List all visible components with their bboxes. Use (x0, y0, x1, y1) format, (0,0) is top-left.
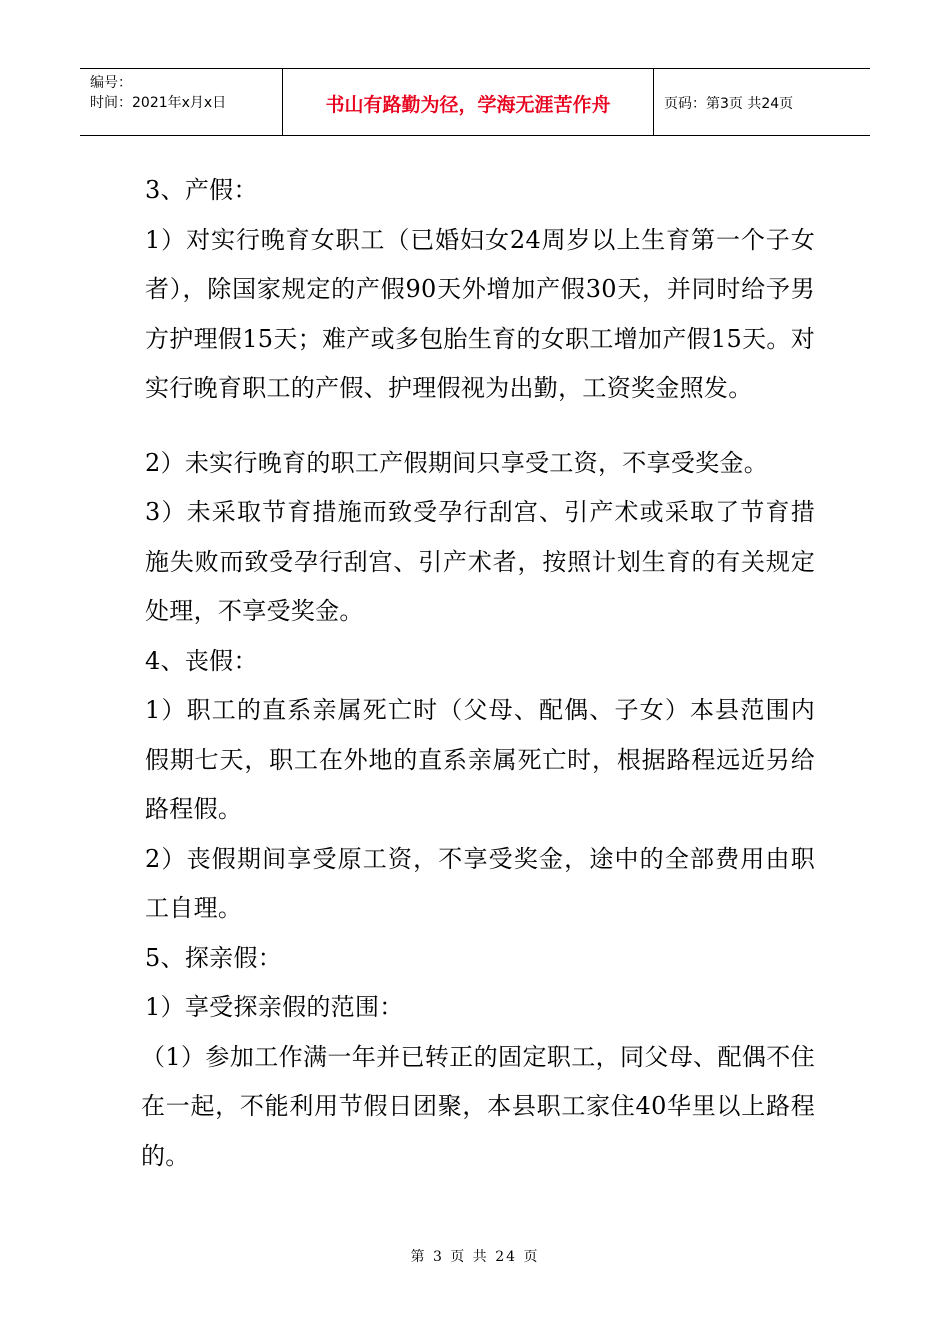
paragraph: 1）职工的直系亲属死亡时（父母、配偶、子女）本县范围内假期七天，职工在外地的直系亲属死亡时，根据路程远近另给路程假。 (145, 696, 815, 823)
serial-number-label: 编号： (90, 75, 132, 91)
document-body (141, 166, 815, 1181)
document-header (80, 68, 870, 136)
paragraph: （1）参加工作满一年并已转正的固定职工，同父母、配偶不住在一起，不能利用节假日团聚，本县职工家住40华里以上路程的。 (141, 1042, 815, 1170)
page-footer: 第 3 页 共 24 页 (410, 1249, 540, 1265)
section-heading-family-visit: 5、探亲假： (145, 943, 283, 972)
section-heading-bereavement: 4、丧假： (145, 646, 258, 675)
header-motto: 书山有路勤为径，学海无涯苦作舟 (282, 69, 654, 135)
section-heading-maternity: 3、产假： (145, 176, 258, 204)
paragraph: 1）享受探亲假的范围： (145, 993, 404, 1021)
header-meta (80, 69, 282, 135)
paragraph: 1）对实行晚育女职工（已婚妇女24周岁以上生育第一个子女者），除国家规定的产假90天外增加产假30天，并同时给予男方护理假15天；难产或多包胎生育的女职工增加产假15天。对实行晚育职工的产假、护理假视为出勤，工资奖金照发。 (145, 225, 815, 402)
paragraph: 3）未采取节育措施而致受孕行刮宫、引产术或采取了节育措施失败而致受孕行刮宫、引产术者，按照计划生育的有关规定处理，不享受奖金。 (145, 498, 815, 625)
date-label: 时间：2021年x月x日 (90, 95, 227, 111)
paragraph: 2）丧假期间享受原工资，不享受奖金，途中的全部费用由职工自理。 (145, 844, 815, 922)
paragraph: 2）未实行晚育的职工产假期间只享受工资，不享受奖金。 (145, 448, 769, 477)
header-page-info: 页码：第3页 共24页 (664, 96, 794, 112)
